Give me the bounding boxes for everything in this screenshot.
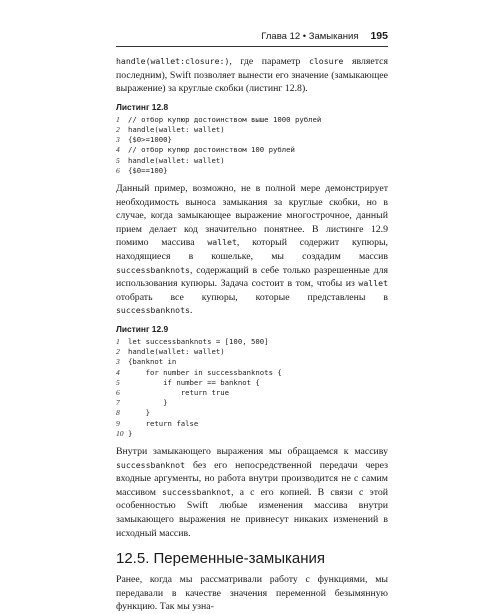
code-line xyxy=(116,419,388,429)
inline-code: closure xyxy=(308,56,344,66)
code-line xyxy=(116,347,388,357)
line-number: 6 xyxy=(116,165,120,175)
running-header xyxy=(116,30,388,47)
code-line xyxy=(116,429,388,439)
code-line xyxy=(116,368,388,378)
code-line xyxy=(116,408,388,418)
text-run: , где параметр xyxy=(229,56,309,67)
code-text: let successbanknots = [100, 500] xyxy=(128,336,269,346)
line-number: 7 xyxy=(116,398,120,408)
code-line xyxy=(116,115,388,125)
code-text: return false xyxy=(128,418,199,428)
listing-12-9 xyxy=(116,324,388,439)
text-run: , содержащий в себе только разрешенные для использования купюры. Задача состоит в том, чтобы из xyxy=(116,264,388,290)
code-line xyxy=(116,145,388,155)
code-text: } xyxy=(128,428,133,438)
line-number: 2 xyxy=(116,347,120,357)
line-number: 9 xyxy=(116,418,120,428)
code-text: {banknot in xyxy=(128,357,177,367)
paragraph-explanation xyxy=(116,182,388,318)
code-text: // отбор купюр достоинством 100 рублей xyxy=(128,145,295,155)
inline-code: handle(wallet:closure:) xyxy=(116,56,230,66)
code-line xyxy=(116,357,388,367)
code-line xyxy=(116,337,388,347)
inline-code: successbanknots xyxy=(116,305,190,316)
line-number: 1 xyxy=(116,114,120,124)
listing-title: Листинг 12.8 xyxy=(116,101,169,112)
book-page xyxy=(116,30,388,614)
line-number: 4 xyxy=(116,145,120,155)
inline-code: successbanknot xyxy=(162,486,232,497)
code-line xyxy=(116,125,388,135)
code-text: {$0>=1000} xyxy=(128,135,172,145)
code-text: } xyxy=(128,408,150,418)
code-text: {$0==100} xyxy=(128,165,168,175)
line-number: 4 xyxy=(116,367,120,377)
code-line xyxy=(116,156,388,166)
page-number: 195 xyxy=(370,30,388,42)
code-line xyxy=(116,378,388,388)
line-number: 5 xyxy=(116,377,120,387)
listing-title: Листинг 12.9 xyxy=(116,323,169,334)
text-run: . xyxy=(189,305,193,317)
code-text: handle(wallet: wallet) xyxy=(128,347,225,357)
code-text: } xyxy=(128,398,168,408)
code-listing xyxy=(116,115,388,176)
text-run: , а с его копией. В связи с этой особенностью Swift любые изменения массива внутри замыкающего выражения не привнесут никаких изменений в исходный массив. xyxy=(116,486,388,539)
code-line xyxy=(116,388,388,398)
inline-code: wallet xyxy=(207,237,237,248)
line-number: 8 xyxy=(116,408,120,418)
line-number: 1 xyxy=(116,336,120,346)
inline-code: successbanknot xyxy=(116,459,186,470)
text-run: отобрать все купюры, которые представлены в xyxy=(116,291,388,303)
inline-code: wallet xyxy=(358,278,388,289)
paragraph-intro xyxy=(116,55,388,96)
code-text: // отбор купюр достоинством выше 1000 рублей xyxy=(128,114,322,124)
paragraph-copy-semantics xyxy=(116,445,388,540)
text-run: без его непосредственной передачи через входные аргументы, но работа внутри производится не с самим массивом xyxy=(116,459,388,498)
section-heading: 12.5. Переменные-замыкания xyxy=(116,550,326,568)
code-text: for number in successbanknots { xyxy=(128,367,282,377)
line-number: 6 xyxy=(116,387,120,397)
code-text: handle(wallet: wallet) xyxy=(128,155,225,165)
code-listing xyxy=(116,337,388,439)
line-number: 10 xyxy=(116,428,124,438)
line-number: 2 xyxy=(116,124,120,134)
code-text: if number == banknot { xyxy=(128,377,260,387)
text-run: Данный пример, возможно, не в полной мере демонстрирует необходимость выноса замыкания за круглые скобки, но в случае, когда замыкающее выражение многострочное, данный прием делает код значительно понятнее. В листинге 12.9 помимо массива xyxy=(116,183,388,249)
line-number: 3 xyxy=(116,135,120,145)
code-line xyxy=(116,135,388,145)
text-run: Внутри замыкающего выражения мы обращаемся к массиву xyxy=(116,445,388,457)
code-text: return true xyxy=(128,387,230,397)
line-number: 5 xyxy=(116,155,120,165)
line-number: 3 xyxy=(116,357,120,367)
paragraph-variable-closures xyxy=(116,573,388,614)
inline-code: successbanknots xyxy=(116,264,190,275)
listing-12-8 xyxy=(116,102,388,176)
text-run: , который содержит купюры, находящиеся в кошельке, мы создадим массив xyxy=(116,237,388,262)
code-line xyxy=(116,166,388,176)
code-text: handle(wallet: wallet) xyxy=(128,124,225,134)
code-line xyxy=(116,398,388,408)
text-run: является последним), Swift позволяет вынести его значение (замыкающее выражение) за круглые скобки (листинг 12.8). xyxy=(116,56,388,95)
text-run: Ранее, когда мы рассматривали работу с функциями, мы передавали в качестве значения переменной безымянную функцию. Так мы узна- xyxy=(116,574,388,613)
chapter-title: Глава 12 • Замыкания xyxy=(261,31,359,42)
